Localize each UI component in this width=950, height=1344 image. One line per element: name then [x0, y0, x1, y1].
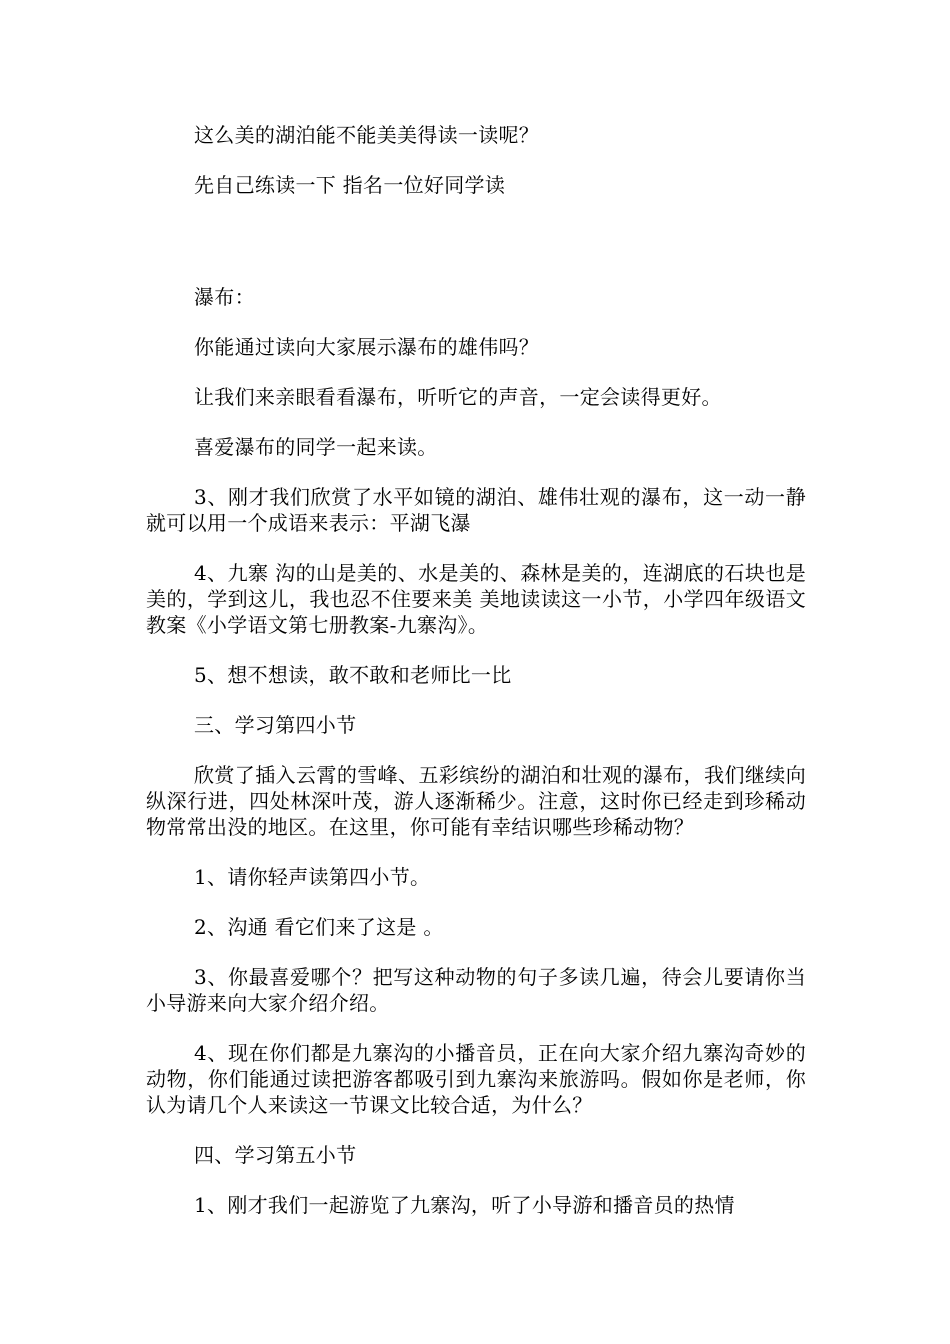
section-heading: 四、学习第五小节 [194, 1143, 357, 1167]
paragraph: 1、刚才我们一起游览了九寨沟，听了小导游和播音员的热情 [194, 1193, 735, 1217]
paragraph: 3、你最喜爱哪个？把写这种动物的句子多读几遍，待会儿要请你当小导游来向大家介绍介绍。 [146, 965, 806, 1015]
paragraph: 1、请你轻声读第四小节。 [194, 865, 431, 889]
paragraph: 5、想不想读，敢不敢和老师比一比 [194, 663, 512, 687]
paragraph: 先自己练读一下 指名一位好同学读 [194, 173, 506, 197]
paragraph: 4、现在你们都是九寨沟的小播音员，正在向大家介绍九寨沟奇妙的动物，你们能通过读把游客都吸引到九寨沟来旅游吗。假如你是老师，你认为请几个人来读这一节课文比较合适，为什么？ [146, 1041, 806, 1117]
paragraph: 4、九寨 沟的山是美的、水是美的、森林是美的，连湖底的石块也是美的，学到这儿，我也忍不住要来美 美地读读这一小节，小学四年级语文教案《小学语文第七册教案-九寨沟》。 [146, 561, 806, 637]
paragraph: 3、刚才我们欣赏了水平如镜的湖泊、雄伟壮观的瀑布，这一动一静就可以用一个成语来表示：平湖飞瀑 [146, 485, 806, 535]
paragraph: 你能通过读向大家展示瀑布的雄伟吗？ [194, 335, 540, 359]
paragraph: 喜爱瀑布的同学一起来读。 [194, 435, 438, 459]
paragraph: 让我们来亲眼看看瀑布，听听它的声音，一定会读得更好。 [194, 385, 722, 409]
paragraph: 2、沟通 看它们来了这是 。 [194, 915, 444, 939]
document-body [146, 122, 806, 1218]
paragraph: 欣赏了插入云霄的雪峰、五彩缤纷的湖泊和壮观的瀑布，我们继续向纵深行进，四处林深叶茂，游人逐渐稀少。注意，这时你已经走到珍稀动物常常出没的地区。在这里，你可能有幸结识哪些珍稀动物？ [146, 763, 806, 839]
section-heading: 三、学习第四小节 [194, 713, 357, 737]
paragraph: 这么美的湖泊能不能美美得读一读呢？ [194, 123, 540, 147]
section-heading-waterfall: 瀑布： [194, 285, 255, 309]
